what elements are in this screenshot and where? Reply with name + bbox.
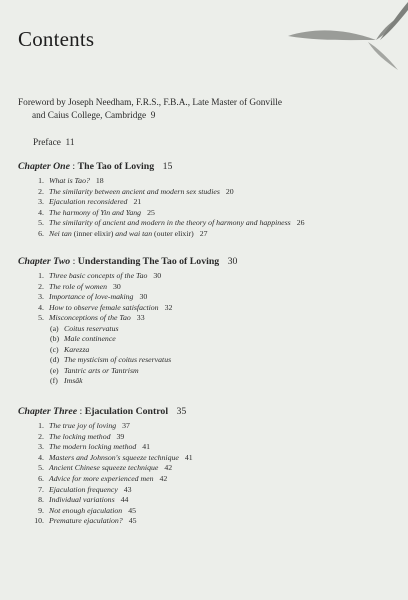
toc-item: 9. Not enough ejaculation 45 [38, 505, 136, 515]
toc-item: 7. Ejaculation frequency 43 [38, 484, 132, 494]
toc-subitem: (c) Karezza [50, 344, 90, 354]
chapter-page: 15 [162, 161, 173, 172]
foreword-page: 9 [150, 110, 156, 121]
chapter-heading: Chapter Three : Ejaculation Control 35 [18, 406, 187, 417]
toc-item: 6. Advice for more experienced men 42 [38, 473, 168, 483]
chapter-three [18, 405, 398, 527]
chapter-heading: Chapter Two : Understanding The Tao of Loving 30 [18, 256, 238, 267]
chapter-title: Ejaculation Control [84, 406, 169, 417]
toc-subitem: (a) Coitus reservatus [50, 323, 119, 333]
toc-item: 1. Three basic concepts of the Tao 30 [38, 271, 162, 280]
page-title: Contents [18, 27, 95, 51]
bamboo-leaves-decoration [258, 0, 408, 70]
toc-subitem: (b) Male continence [50, 334, 116, 344]
toc-item: 3. The modern locking method 41 [38, 442, 151, 452]
preface-page: 11 [65, 138, 75, 148]
chapter-label: Chapter Three [18, 406, 78, 417]
chapter-label: Chapter One [18, 161, 70, 172]
toc-item: 1. What is Tao? 18 [38, 176, 104, 185]
toc-item: 1. The true joy of loving 37 [38, 421, 130, 430]
chapter-one [18, 160, 398, 240]
toc-item: 6. Nei tan (inner elixir) and wai tan (outer elixir) 27 [38, 228, 208, 238]
toc-item: 2. The similarity between ancient and modern sex studies 20 [38, 186, 234, 196]
chapter-label: Chapter Two [18, 256, 71, 267]
foreword-line-1: Foreword by Joseph Needham, F.R.S., F.B.A., Late Master of Gonville [18, 98, 282, 108]
chapter-title: Understanding The Tao of Loving [77, 256, 220, 267]
preface-label: Preface [33, 138, 61, 148]
toc-item: 8. Individual variations 44 [38, 495, 129, 505]
toc-item: 3. Ejaculation reconsidered 21 [38, 197, 142, 207]
chapter-page: 30 [227, 256, 238, 267]
foreword-line-2-wrap [18, 110, 393, 123]
foreword-line-2: and Caius College, Cambridge [32, 110, 147, 121]
chapter-two [18, 255, 398, 387]
chapter-heading: Chapter One : The Tao of Loving 15 [18, 161, 173, 172]
chapter-page: 35 [176, 406, 187, 417]
toc-subitem: (d) The mysticism of coitus reservatus [50, 355, 172, 365]
toc-item: 5. Ancient Chinese squeeze technique 42 [38, 463, 173, 473]
toc-item: 3. Importance of love-making 30 [38, 292, 148, 302]
toc-subitem: (f) Imsâk [50, 376, 83, 386]
toc-item: 2. The role of women 30 [38, 281, 121, 291]
toc-item: 5. The similarity of ancient and modern in the theory of harmony and happiness 26 [38, 218, 305, 228]
toc-item: 4. How to observe female satisfaction 32 [38, 302, 173, 312]
toc-item: 5. Misconceptions of the Tao 33 [38, 313, 145, 323]
foreword-entry [18, 97, 393, 122]
preface-entry [33, 138, 74, 148]
toc-item: 10. Premature ejaculation? 45 [34, 516, 137, 526]
toc-item: 4. Masters and Johnson's squeeze technique 41 [38, 452, 193, 462]
toc-item: 2. The locking method 39 [38, 431, 125, 441]
chapter-title: The Tao of Loving [77, 161, 155, 172]
toc-subitem: (e) Tantric arts or Tantrism [50, 365, 139, 375]
toc-item: 4. The harmony of Yin and Yang 25 [38, 207, 155, 217]
